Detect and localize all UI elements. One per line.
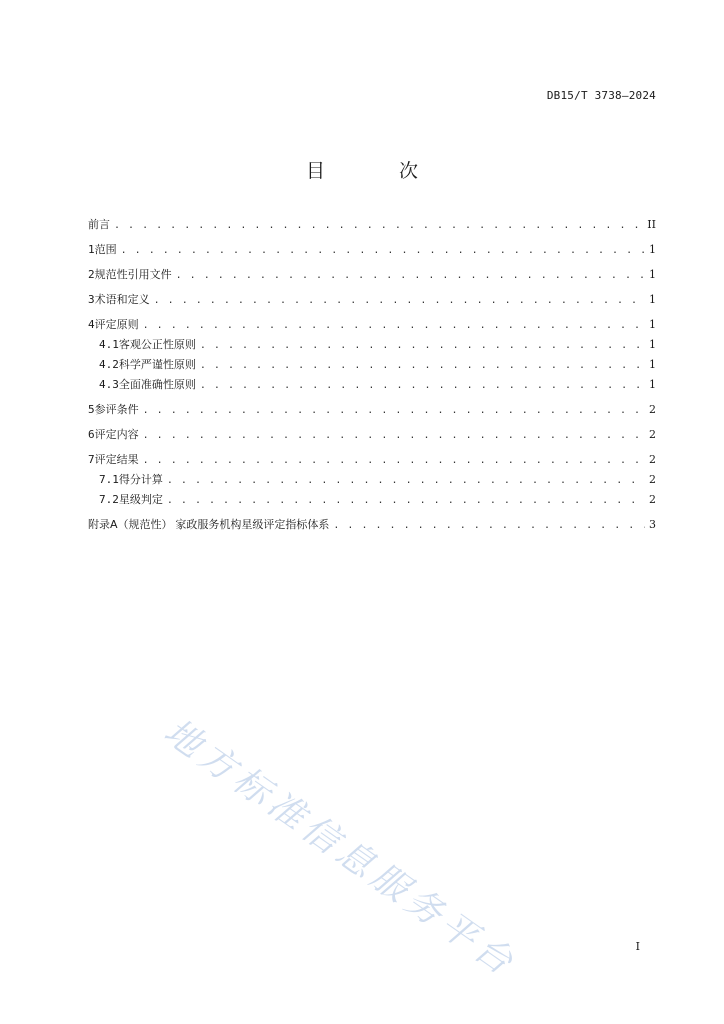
toc-entry-4-3[interactable] (88, 378, 656, 393)
toc-leader (154, 294, 645, 308)
toc-leader (200, 339, 645, 353)
toc-entry-7-2[interactable] (88, 493, 656, 508)
toc-entry-number: 4.3 (99, 378, 119, 391)
toc-entry-label: 规范性引用文件 (94, 268, 172, 281)
toc-entry-label: 参评条件 (94, 403, 139, 416)
toc-leader (143, 404, 645, 418)
toc-leader (167, 474, 645, 488)
toc-entry-number: 7 (88, 453, 95, 466)
toc-entry-1[interactable] (88, 243, 656, 258)
toc-entry-label: 范围 (94, 243, 117, 256)
toc-entry-7[interactable] (88, 453, 656, 468)
toc-entry-page: 2 (649, 453, 656, 466)
toc-entry-3[interactable] (88, 293, 656, 308)
toc-entry-number: 1 (88, 243, 95, 256)
toc-entry-2[interactable] (88, 268, 656, 283)
toc-leader (176, 269, 645, 283)
watermark: 地方标准信息服务平台 (156, 711, 525, 986)
toc-entry-label: 科学严谨性原则 (118, 358, 196, 371)
toc-entry-label: 评定原则 (94, 318, 139, 331)
toc-entry-page: 2 (649, 493, 656, 506)
toc-leader (333, 519, 645, 533)
toc-entry-4-2[interactable] (88, 358, 656, 373)
toc-entry-page: 1 (649, 243, 656, 256)
toc-entry-foreword[interactable] (88, 218, 656, 233)
toc-entry-label: 评定内容 (94, 428, 139, 441)
toc-entry-label: 全面准确性原则 (118, 378, 196, 391)
toc-entry-number: 6 (88, 428, 95, 441)
toc-leader (143, 429, 645, 443)
toc-entry-number: 2 (88, 268, 95, 281)
toc-entry-label: 得分计算 (118, 473, 163, 486)
toc-annex-prefix: 附录A（规范性） (88, 518, 173, 531)
toc-entry-label: 家政服务机构星级评定指标体系 (175, 518, 330, 531)
toc-entry-page: 3 (649, 518, 656, 531)
toc-entry-page: 2 (649, 428, 656, 441)
toc-entry-page: 1 (649, 268, 656, 281)
toc-entry-5[interactable] (88, 403, 656, 418)
toc-entry-page: 2 (649, 403, 656, 416)
toc-entry-4[interactable] (88, 318, 656, 333)
toc-entry-page: 1 (649, 378, 656, 391)
toc-entry-page: 1 (649, 318, 656, 331)
toc-entry-page: 1 (649, 293, 656, 306)
toc-leader (143, 454, 645, 468)
toc-leader (114, 219, 643, 233)
toc-leader (143, 319, 645, 333)
toc-leader (121, 244, 645, 258)
toc-entry-number: 4 (88, 318, 95, 331)
document-code: DB15/T 3738—2024 (546, 89, 656, 102)
toc-entry-page: 2 (649, 473, 656, 486)
toc-entry-number: 7.2 (99, 493, 119, 506)
toc-entry-number: 7.1 (99, 473, 119, 486)
toc-entry-label: 客观公正性原则 (118, 338, 196, 351)
toc-entry-number: 4.2 (99, 358, 119, 371)
toc-entry-number: 4.1 (99, 338, 119, 351)
page-number: I (635, 940, 640, 953)
toc-entry-6[interactable] (88, 428, 656, 443)
toc-leader (167, 494, 645, 508)
toc-entry-page: II (647, 218, 656, 231)
toc-entry-label: 星级判定 (118, 493, 163, 506)
toc-entry-4-1[interactable] (88, 338, 656, 353)
toc-entry-page: 1 (649, 358, 656, 371)
toc-entry-label: 评定结果 (94, 453, 139, 466)
toc-leader (200, 379, 645, 393)
table-of-contents (88, 218, 656, 533)
toc-entry-number: 5 (88, 403, 95, 416)
toc-entry-page: 1 (649, 338, 656, 351)
toc-entry-annex-a[interactable] (88, 518, 656, 533)
toc-entry-number: 3 (88, 293, 95, 306)
toc-entry-7-1[interactable] (88, 473, 656, 488)
toc-entry-label: 前言 (88, 218, 110, 231)
page-title: 目 次 (305, 160, 453, 182)
toc-leader (200, 359, 645, 373)
toc-entry-label: 术语和定义 (94, 293, 150, 306)
